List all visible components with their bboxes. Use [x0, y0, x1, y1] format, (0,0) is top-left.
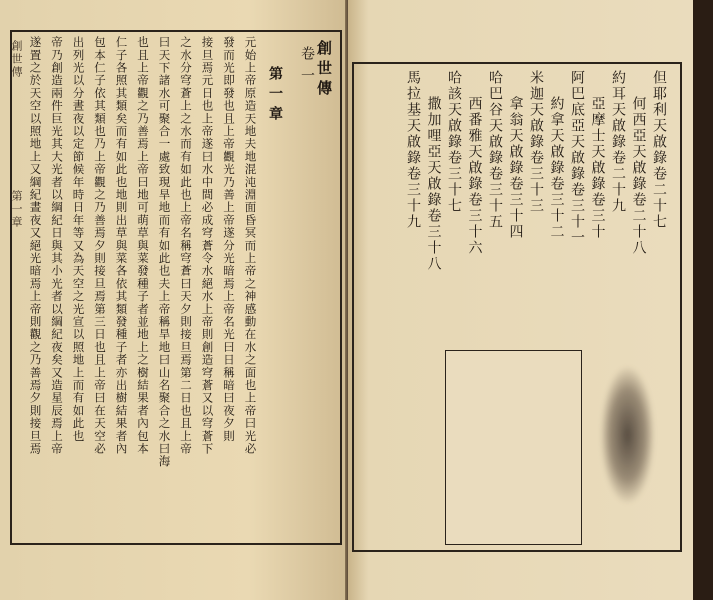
spine-chapter-left: 第一章 [10, 190, 23, 229]
toc-entry: 哈該天啟錄卷三十七 [446, 70, 462, 214]
toc-entry: 但耶利天啟錄卷二十七 [651, 70, 667, 230]
left-page [0, 0, 356, 600]
text-column: 接旦焉元日也上帝遂曰水中間必成穹蒼令水絕水上帝則創造穹蒼又以穹蒼下 [200, 36, 215, 456]
toc-entry: 亞摩士天啟錄卷三十 [589, 96, 606, 240]
toc-entry: 約耳天啟錄卷二十九 [610, 70, 626, 214]
toc-entry: 阿巴底亞天啟錄卷三十一 [569, 70, 585, 246]
text-column: 帝乃創造兩件巨光其大光者以綱紀日與其小光者以綱紀夜矣又造星辰焉上帝 [50, 36, 64, 456]
ink-smudge [600, 365, 655, 505]
toc-entry: 撒加哩亞天啟錄卷三十八 [425, 96, 442, 272]
show-through-text [655, 300, 672, 390]
toc-entry: 米迦天啟錄卷三十三 [528, 70, 544, 214]
blank-label-box [445, 350, 582, 545]
volume-number: 卷一 [299, 46, 315, 90]
text-column: 出列光以分晝夜以定節候年時日年等又為天空之光宣以照地上而有如此也 [71, 36, 86, 443]
text-column: 包本仁子依其類也乃上帝觀之乃善焉夕則接旦焉第三日也且上帝曰在天空必 [93, 36, 107, 456]
text-column: 遂置之於天空以照地上又綱紀晝夜又絕光暗焉上帝則觀之乃善焉夕則接旦焉 [28, 36, 43, 456]
book-title: 創世傳 [315, 40, 333, 100]
text-column: 元始上帝原造天地夫地混沌淵面昏冥而上帝之神感動在水之面也上帝曰光必 [243, 36, 258, 456]
text-column: 發而光即發也且上帝觀光乃善上帝遂分光暗焉上帝名光曰日稱暗曰夜夕則 [222, 36, 236, 443]
toc-entry: 何西亞天啟錄卷二十八 [630, 96, 647, 256]
toc-entry: 哈巴谷天啟錄卷三十五 [487, 70, 503, 230]
text-column: 也且上帝觀之乃善焉上帝曰地可萌草與菜發種子者並地上之樹結果者內包本 [136, 36, 150, 456]
toc-entry: 馬拉基天啟錄卷三十九 [405, 70, 421, 230]
chapter-heading: 第一章 [267, 66, 283, 126]
toc-entry: 約拿天啟錄卷三十二 [548, 96, 565, 240]
toc-entry: 拿翁天啟錄卷三十四 [507, 96, 524, 240]
text-column: 仁子各照其類矣而有如此也地則出草與菜各依其類發種子者亦出樹結果者內 [114, 36, 129, 456]
toc-entry: 西番雅天啟錄卷三十六 [466, 96, 483, 256]
text-column: 之水分穹蒼上之水而有如此也上帝名稱穹蒼曰天夕則接旦焉第二日也且上帝 [179, 36, 193, 456]
text-column: 曰天下諸水可聚合一處致現旱地而有如此也夫上帝稱旱地曰山名聚合之水曰海 [157, 36, 172, 468]
spine-title-left: 創世傳 [10, 40, 23, 79]
